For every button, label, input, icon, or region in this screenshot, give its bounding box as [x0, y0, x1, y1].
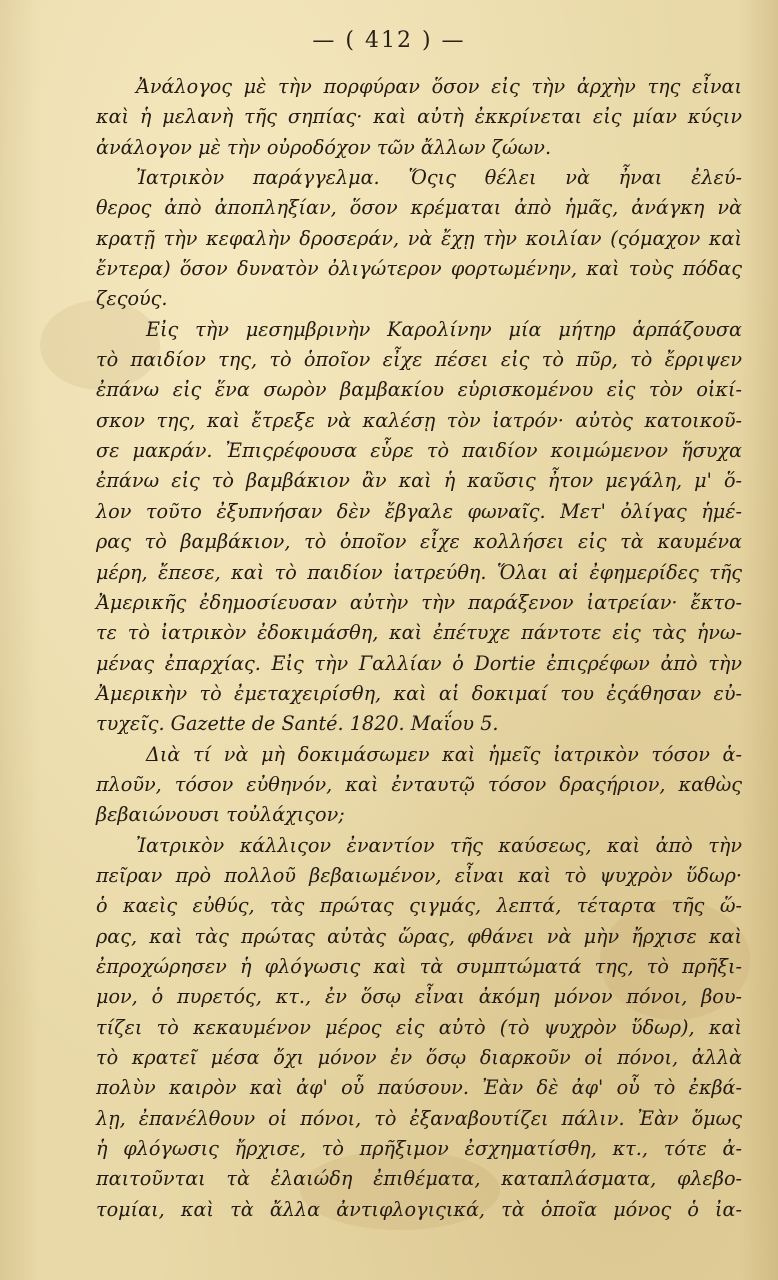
- text-line: ἐπάνω εἰς τὸ βαμβάκιον ἂν καὶ ἡ καῦσις ἦτον μεγάλη, μ' ὅ-: [96, 469, 742, 493]
- text-line: τυχεῖς. Gazette de Santé. 1820. Μαΐου 5.: [96, 712, 499, 736]
- text-line: ὁ καεὶς εὐθύς, τὰς πρώτας ςιγμάς, λεπτά, τέταρτα τῆς ὥ-: [96, 894, 742, 918]
- text-line: πλοῦν, τόσον εὐθηνόν, καὶ ἐνταυτῷ τόσον δραςήριον, καθὼς: [96, 772, 742, 796]
- text-line: παιτοῦνται τὰ ἐλαιώδη ἐπιθέματα, καταπλάσματα, φλεβο-: [96, 1167, 742, 1191]
- text-line: ρας τὸ βαμβάκιον, τὸ ὁποῖον εἶχε κολλήσει εἰς τὰ καυμένα: [96, 530, 742, 554]
- text-line: τομίαι, καὶ τὰ ἄλλα ἀντιφλογιςικά, τὰ ὁποῖα μόνος ὁ ἰα-: [96, 1197, 742, 1221]
- text-line: ἡ φλόγωσις ἤρχισε, τὸ πρῆξιμον ἐσχηματίσθη, κτ., τότε ἀ-: [96, 1137, 742, 1161]
- text-line: πολὺν καιρὸν καὶ ἀφ' οὗ παύσουν. Ἐὰν δὲ ἀφ' οὗ τὸ ἐκβά-: [96, 1076, 742, 1100]
- text-line: ἐπροχώρησεν ἡ φλόγωσις καὶ τὰ συμπτώματά της, τὸ πρῆξι-: [96, 954, 742, 978]
- text-line: μον, ὁ πυρετός, κτ., ἐν ὅσῳ εἶναι ἀκόμη μόνον πόνοι, βου-: [96, 985, 742, 1009]
- text-line: τὸ κρατεῖ μέσα ὄχι μόνον ἐν ὅσῳ διαρκοῦν οἱ πόνοι, ἀλλὰ: [96, 1046, 742, 1069]
- text-line: Ἰατρικὸν κάλλιςον ἐναντίον τῆς καύσεως, καὶ ἀπὸ τὴν: [136, 833, 742, 857]
- text-line: σε μακράν. Ἐπιςρέφουσα εὗρε τὸ παιδίον κοιμώμενον ἥσυχα: [96, 439, 742, 463]
- text-line: πεῖραν πρὸ πολλοῦ βεβαιωμένον, εἶναι καὶ τὸ ψυχρὸν ὕδωρ·: [96, 863, 742, 887]
- text-line: σκον της, καὶ ἔτρεξε νὰ καλέσῃ τὸν ἰατρόν· αὐτὸς κατοικοῦ-: [96, 408, 742, 432]
- text-line: μένας ἐπαρχίας. Εἰς τὴν Γαλλίαν ὁ Dortie ἐπιςρέφων ἀπὸ τὴν: [96, 651, 742, 675]
- page-body: [96, 72, 742, 1225]
- text-line: λῃ, ἐπανέλθουν οἱ πόνοι, τὸ ἐξαναβουτίζει πάλιν. Ἐὰν ὅμως: [96, 1106, 742, 1130]
- text-line: μέρη, ἔπεσε, καὶ τὸ παιδίον ἰατρεύθη. Ὅλαι αἱ ἐφημερίδες τῆς: [96, 560, 742, 584]
- text-line: θερος ἀπὸ ἀποπληξίαν, ὅσον κρέμαται ἀπὸ ἡμᾶς, ἀνάγκη νὰ: [96, 196, 742, 220]
- text-line: ζεςούς.: [96, 287, 168, 311]
- text-line: καὶ ἡ μελανὴ τῆς σηπίας· καὶ αὐτὴ ἐκκρίνεται εἰς μίαν κύςιν: [96, 105, 742, 129]
- text-line: Εἰς τὴν μεσημβρινὴν Καρολίνην μία μήτηρ ἁρπάζουσα: [146, 317, 742, 341]
- text-line: τε τὸ ἰατρικὸν ἐδοκιμάσθη, καὶ ἐπέτυχε πάντοτε εἰς τὰς ἡνω-: [96, 621, 742, 645]
- text-line: Ἀμερικῆς ἐδημοσίευσαν αὐτὴν τὴν παράξενον ἰατρείαν· ἔκτο-: [96, 590, 742, 614]
- text-line: τίζει τὸ κεκαυμένον μέρος εἰς αὐτὸ (τὸ ψυχρὸν ὕδωρ), καὶ: [96, 1015, 742, 1039]
- text-line: Διὰ τί νὰ μὴ δοκιμάσωμεν καὶ ἡμεῖς ἰατρικὸν τόσον ἁ-: [146, 742, 742, 766]
- text-line: λον τοῦτο ἐξυπνήσαν δὲν ἔβγαλε φωναῖς. Μετ' ὀλίγας ἡμέ-: [96, 499, 742, 523]
- text-line: Ἀνάλογος μὲ τὴν πορφύραν ὅσον εἰς τὴν ἀρχὴν της εἶναι: [136, 75, 742, 98]
- text-line: ἀνάλογον μὲ τὴν οὐροδόχον τῶν ἄλλων ζώων.: [96, 135, 552, 159]
- text-line: Ἀμερικὴν τὸ ἐμεταχειρίσθη, καὶ αἱ δοκιμαί του ἐςάθησαν εὐ-: [96, 681, 742, 705]
- text-line: ἐπάνω εἰς ἕνα σωρὸν βαμβακίου εὑρισκομένου εἰς τὸν οἰκί-: [96, 378, 742, 402]
- text-line: ρας, καὶ τὰς πρώτας αὐτὰς ὥρας, φθάνει νὰ μὴν ἤρχισε καὶ: [96, 924, 742, 948]
- text-line: Ἰατρικὸν παράγγελμα. Ὅςις θέλει νὰ ἦναι ἐλεύ-: [136, 166, 742, 190]
- text-line: τὸ παιδίον της, τὸ ὁποῖον εἶχε πέσει εἰς τὸ πῦρ, τὸ ἔρριψεν: [96, 348, 742, 372]
- page-number-header: — ( 412 ) —: [312, 28, 466, 53]
- text-line: κρατῇ τὴν κεφαλὴν δροσεράν, νὰ ἔχῃ τὴν κοιλίαν (ςόμαχον καὶ: [96, 226, 742, 250]
- text-line: βεβαιώνουσι τοὐλάχιςον;: [96, 803, 345, 827]
- text-line: ἔντερα) ὅσον δυνατὸν ὀλιγώτερον φορτωμένην, καὶ τοὺς πόδας: [96, 257, 742, 281]
